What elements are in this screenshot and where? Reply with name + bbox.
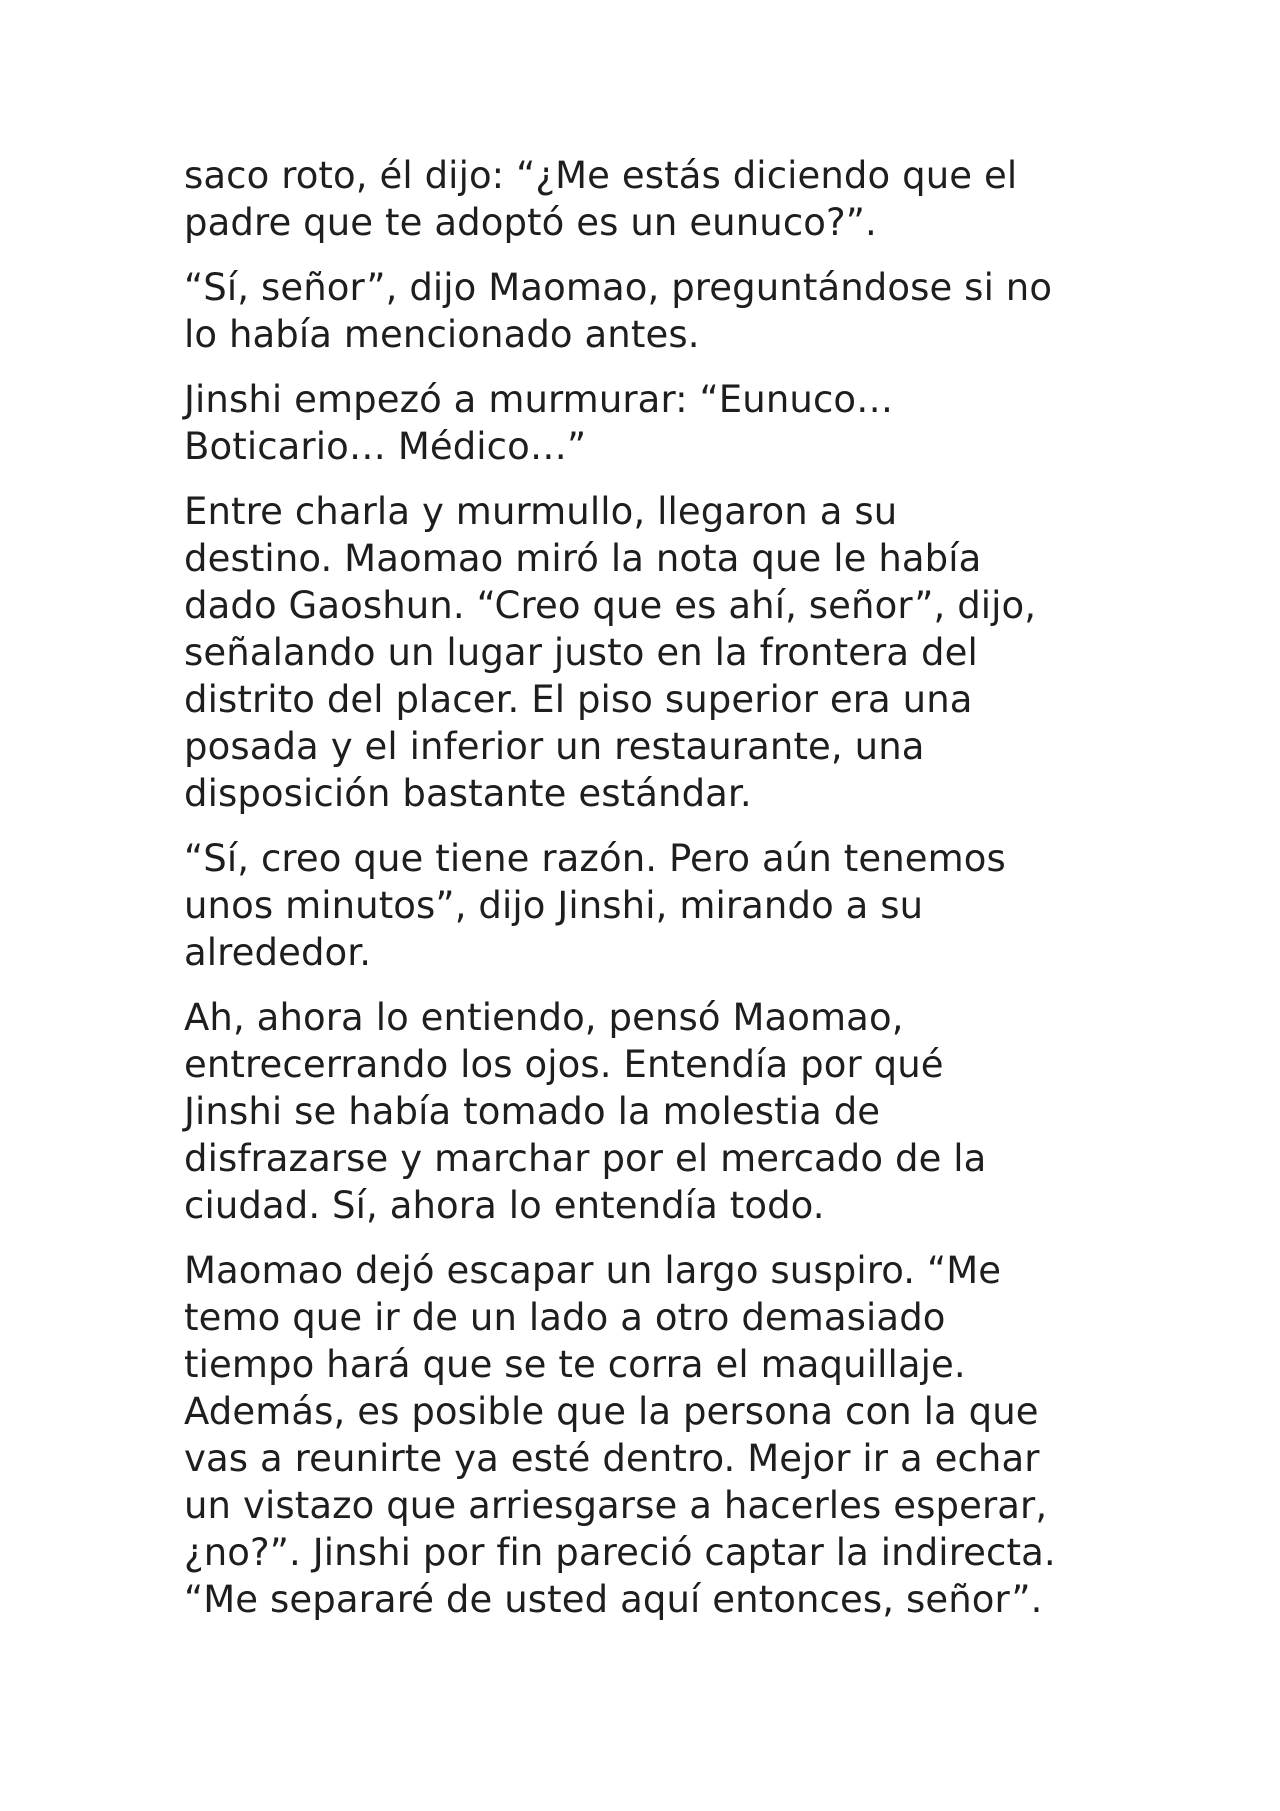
text-line: tiempo hará que se te corra el maquillaje. <box>184 1343 966 1386</box>
text-line: temo que ir de un lado a otro demasiado <box>184 1296 946 1339</box>
text-line: dado Gaoshun. “Creo que es ahí, señor”, dijo, <box>184 584 1037 627</box>
text-line: distrito del placer. El piso superior era una <box>184 678 973 721</box>
text-line: “Me separaré de usted aquí entonces, señor”. <box>184 1578 1043 1621</box>
paragraph-2 <box>184 264 1124 358</box>
text-line: Además, es posible que la persona con la que <box>184 1390 1039 1433</box>
text-line: alrededor. <box>184 931 372 974</box>
text-line: vas a reunirte ya esté dentro. Mejor ir a echar <box>184 1437 1040 1480</box>
text-line: Boticario… Médico…” <box>184 425 587 468</box>
paragraph-1 <box>184 152 1124 246</box>
text-line: lo había mencionado antes. <box>184 313 700 356</box>
text-line: entrecerrando los ojos. Entendía por qué <box>184 1043 944 1086</box>
text-line: posada y el inferior un restaurante, una <box>184 725 925 768</box>
paragraph-4 <box>184 488 1124 817</box>
text-line: unos minutos”, dijo Jinshi, mirando a su <box>184 884 924 927</box>
text-line: Ah, ahora lo entiendo, pensó Maomao, <box>184 996 904 1039</box>
text-line: ¿no?”. Jinshi por fin pareció captar la indirecta. <box>184 1531 1056 1574</box>
text-line: “Sí, señor”, dijo Maomao, preguntándose si no <box>184 266 1053 309</box>
text-line: disposición bastante estándar. <box>184 772 752 815</box>
text-line: saco roto, él dijo: “¿Me estás diciendo que el <box>184 154 1018 197</box>
paragraph-3 <box>184 376 1124 470</box>
text-line: disfrazarse y marchar por el mercado de la <box>184 1137 987 1180</box>
text-line: destino. Maomao miró la nota que le había <box>184 537 982 580</box>
text-line: Jinshi empezó a murmurar: “Eunuco… <box>184 378 894 421</box>
text-line: padre que te adoptó es un eunuco?”. <box>184 201 877 244</box>
paragraph-5 <box>184 835 1124 976</box>
text-line: señalando un lugar justo en la frontera del <box>184 631 978 674</box>
text-line: Jinshi se había tomado la molestia de <box>184 1090 881 1133</box>
text-line: ciudad. Sí, ahora lo entendía todo. <box>184 1184 825 1227</box>
text-line: Maomao dejó escapar un largo suspiro. “Me <box>184 1249 1002 1292</box>
paragraph-7 <box>184 1247 1124 1623</box>
text-line: un vistazo que arriesgarse a hacerles esperar, <box>184 1484 1048 1527</box>
text-line: Entre charla y murmullo, llegaron a su <box>184 490 898 533</box>
paragraph-6 <box>184 994 1124 1229</box>
text-line: “Sí, creo que tiene razón. Pero aún tenemos <box>184 837 1006 880</box>
body-text <box>184 152 1124 1641</box>
